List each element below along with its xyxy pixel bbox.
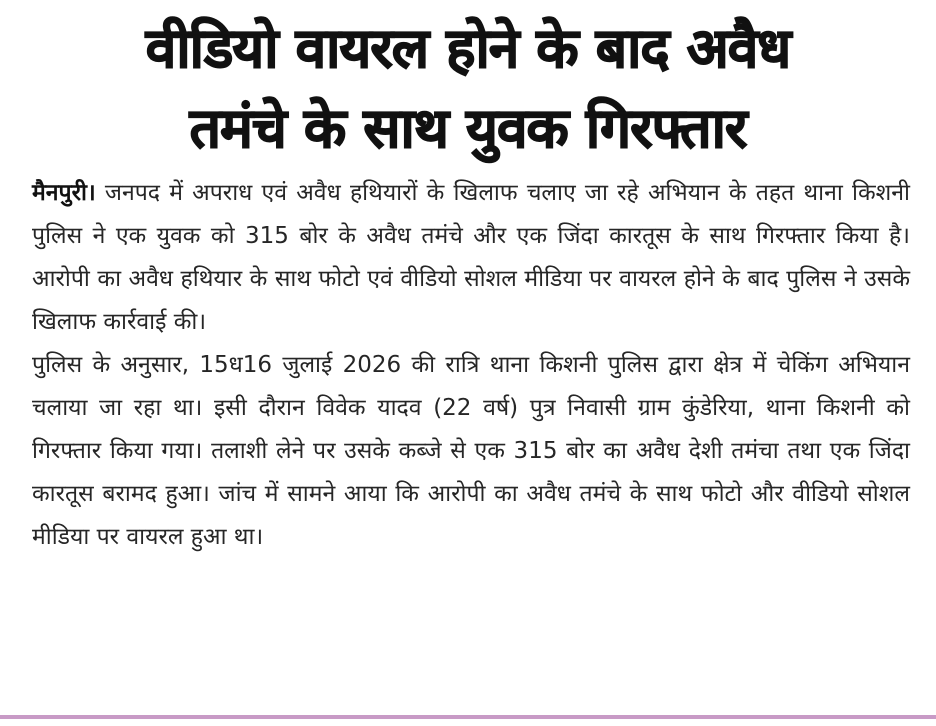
headline: [0, 0, 936, 168]
headline-line-2: तमंचे के साथ युवक गिरफ्तार: [189, 96, 747, 160]
paragraph-1: [32, 172, 910, 344]
article-body: [32, 172, 910, 559]
dateline: मैनपुरी।: [32, 180, 96, 206]
paragraph-1-text: जनपद में अपराध एवं अवैध हथियारों के खिलाफ चलाए जा रहे अभियान के तहत थाना किशनी पुलिस ने एक युवक को 315 बोर के अवैध तमंचे और एक जिंदा कारतूस के साथ गिरफ्तार किया है। आरोपी का अवैध हथियार के साथ फोटो एवं वीडियो सोशल मीडिया पर वायरल होने के बाद पुलिस ने उसके खिलाफ कार्रवाई की।: [32, 180, 911, 335]
bottom-divider: [0, 715, 936, 719]
paragraph-2: पुलिस के अनुसार, 15ध16 जुलाई 2026 की रात्रि थाना किशनी पुलिस द्वारा क्षेत्र में चेकिंग अभियान चलाया जा रहा था। इसी दौरान विवेक यादव (22 वर्ष) पुत्र निवासी ग्राम कुंडेरिया, थाना किशनी को गिरफ्तार किया गया। तलाशी लेने पर उसके कब्जे से एक 315 बोर का अवैध देशी तमंचा तथा एक जिंदा कारतूस बरामद हुआ। जांच में सामने आया कि आरोपी का अवैध तमंचे के साथ फोटो और वीडियो सोशल मीडिया पर वायरल हुआ था।: [32, 352, 910, 550]
headline-line-1: वीडियो वायरल होने के बाद अवैध: [145, 16, 791, 80]
